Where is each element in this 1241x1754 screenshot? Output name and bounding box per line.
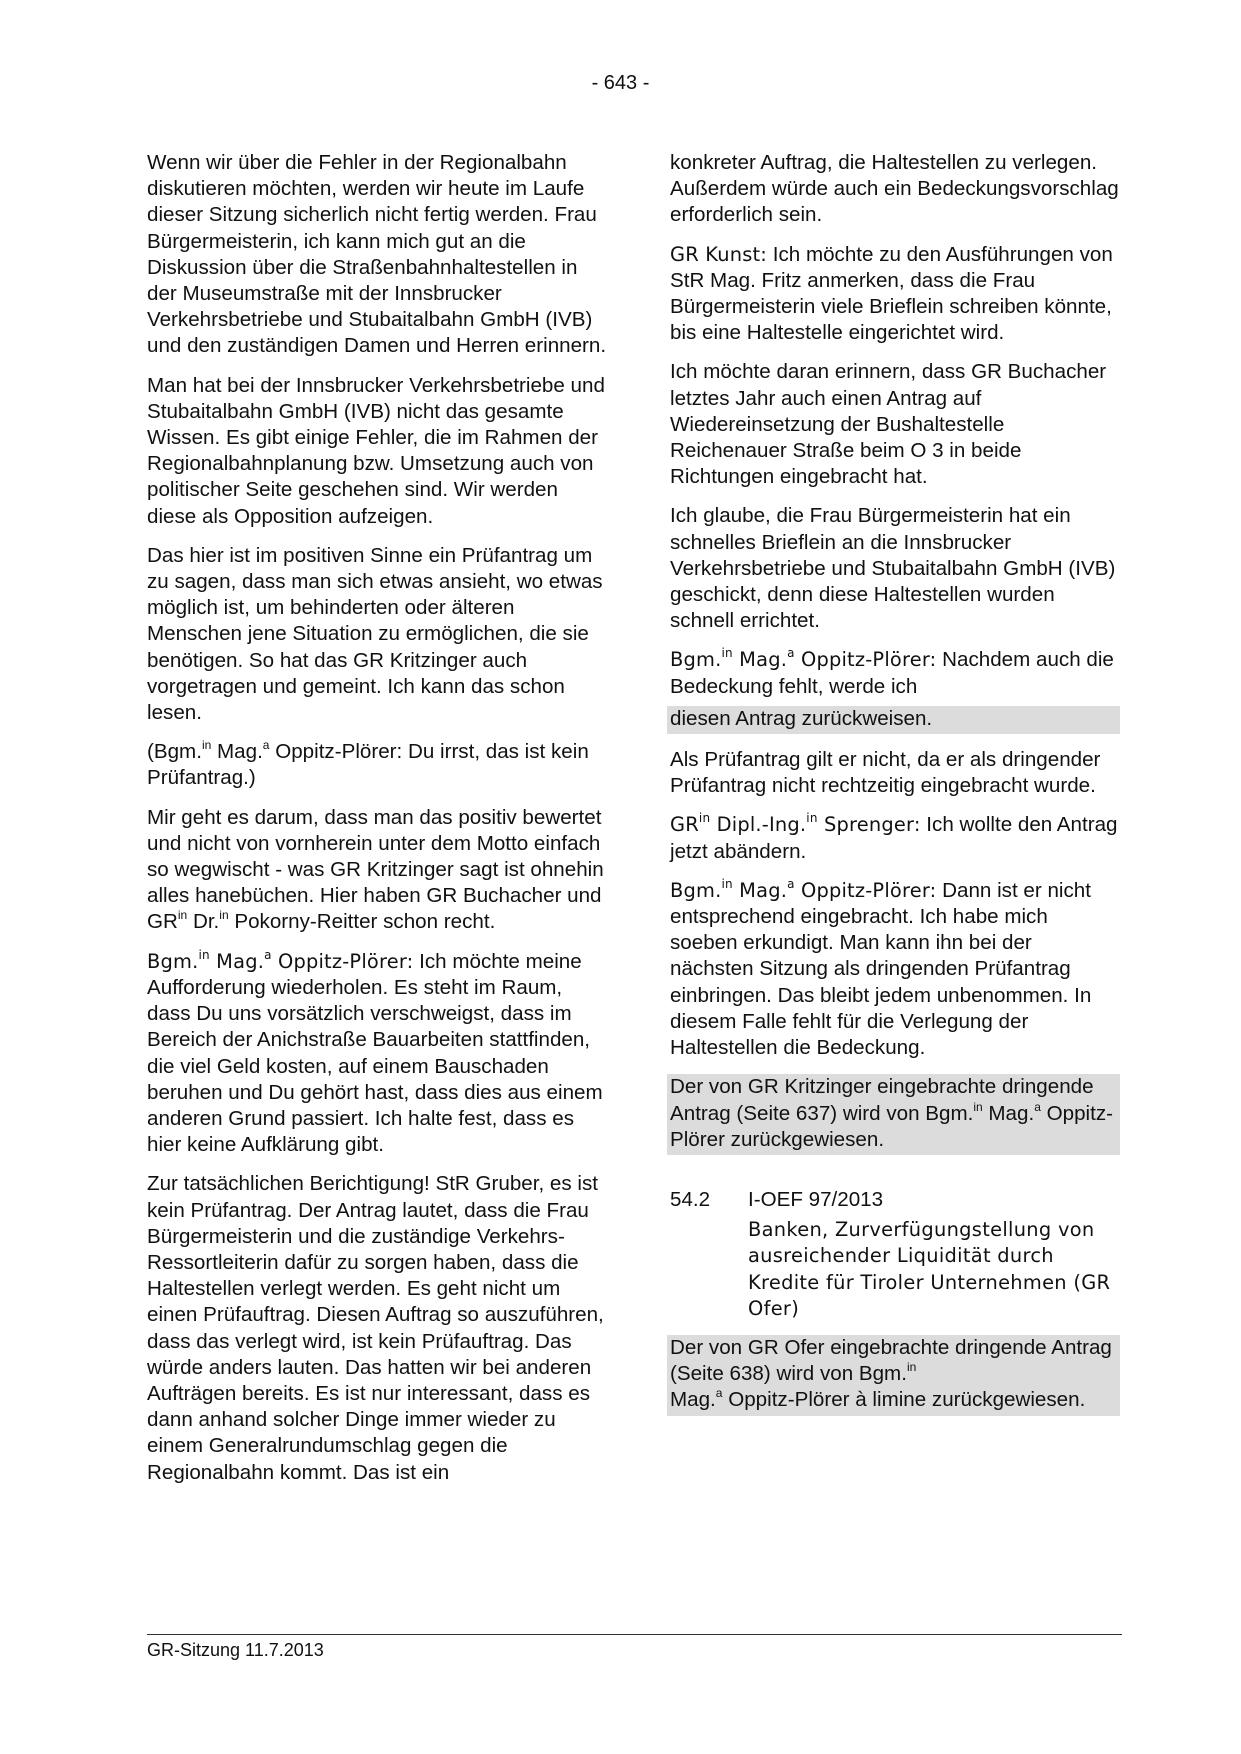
speaker-surname: Oppitz-Plörer: [794, 648, 937, 672]
page-number: - 643 - [591, 72, 650, 94]
left-paragraph-3: Das hier ist im positiven Sinne ein Prüfantrag um zu sagen, dass man sich etwas ansieht, wo etwas möglich ist, um behinderten oder älteren Menschen jene Situation zu ermöglichen, die sie benötigen. So hat das GR Kritzinger auch vorgetragen und gemeint. Ich kann das schon lesen. [147, 543, 603, 725]
superscript-a: a [1034, 1099, 1041, 1114]
footer-session-label: GR-Sitzung 11.7.2013 [147, 1640, 324, 1660]
superscript-a: a [787, 876, 795, 891]
left-paragraph-2: Man hat bei der Innsbrucker Verkehrsbetriebe und Stubaitalbahn GmbH (IVB) nicht das gesamte Wissen. Es gibt einige Fehler, die im Rahmen der Regionalbahnplanung bzw. Umsetzung auch von politischer Seite geschehen sind. Wir werden diese als Opposition aufzeigen. [147, 373, 605, 528]
agenda-item-number: 54.2 [670, 1187, 711, 1211]
superscript-a: a [787, 646, 795, 661]
superscript-in: in [906, 1360, 917, 1375]
decision-tail: Oppitz-Plörer à limine zurückgewiesen. [722, 1388, 1086, 1412]
speaker-title: Bgm. [670, 648, 722, 672]
speech-text: Ich möchte zu den Ausführungen von StR Mag. Fritz anmerken, dass die Frau Bürgermeisterin viele Brieflein schreiben könnte, bis eine Haltestelle eingerichtet wird. [670, 242, 1113, 345]
superscript-in: in [198, 947, 210, 962]
speaker-surname: Oppitz-Plörer: [271, 949, 414, 973]
speech-text: Ich möchte meine Aufforderung wiederholen. Es steht im Raum, dass Du uns vorsätzlich verschweigst, dass im Bereich der Anichstraße Bauarbeiten stattfinden, die viel Geld kosten, auf einem Bauschaden beruhen und Du gehört hast, dass dies aus einem anderen Grund passiert. Ich halte fest, dass es hier keine Aufklärung gibt. [147, 949, 603, 1157]
speaker-name [670, 876, 937, 902]
paragraph-tail: Pokorny-Reitter schon recht. [228, 910, 496, 934]
left-column [147, 150, 607, 1499]
right-paragraph-2 [670, 242, 1120, 347]
speaker-name [670, 648, 936, 671]
speaker-name [147, 947, 414, 973]
left-paragraph-7: Zur tatsächlichen Berichtigung! StR Gruber, es ist kein Prüfantrag. Der Antrag lautet, dass die Frau Bürgermeisterin und die zuständige Verkehrs-Ressortleiterin dafür zu sorgen haben, dass die Haltestellen verlegt werden. Es geht nicht um einen Prüfauftrag. Diesen Auftrag so auszuführen, dass das verlegt wird, ist kein Prüfauftrag. Das würde anders lauten. Das hatten wir bei anderen Aufträgen bereits. Es ist nur interessant, dass es dann anhand solcher Dinge immer wieder zu einem Generalrundumschlag gegen die Regionalbahn kommt. Das ist ein [147, 1172, 604, 1484]
superscript-in: in [177, 908, 188, 923]
right-column [670, 150, 1120, 1429]
left-paragraph-4 [147, 739, 607, 791]
decision-text: Der von GR Ofer eingebrachte dringende Antrag (Seite 638) wird von Bgm. [670, 1335, 1112, 1386]
decision-box-1 [667, 1074, 1120, 1155]
decision-highlight: diesen Antrag zurückweisen. [667, 706, 1120, 734]
superscript-in: in [201, 738, 212, 753]
agenda-item-code: I-OEF 97/2013 [748, 1187, 884, 1211]
speech-text: Nachdem auch die Bedeckung fehlt, werde ich [670, 648, 1114, 698]
right-paragraph-1: konkreter Auftrag, die Haltestellen zu verlegen. Außerdem würde auch ein Bedeckungsvorschlag erforderlich sein. [670, 151, 1119, 227]
superscript-a: a [264, 947, 272, 962]
superscript-in: in [721, 876, 733, 891]
speech-text: Dann ist er nicht entsprechend eingebracht. Ich habe mich soeben erkundigt. Man kann ihn bei der nächsten Sitzung als dringenden Prüfantrag einbringen. Das bleibt jedem unbenommen. In diesem Falle fehlt für die Verlegung der Haltestellen die Bedeckung. [670, 878, 1092, 1060]
decision-box-2 [667, 1335, 1120, 1416]
left-paragraph-6 [147, 949, 607, 1159]
speaker-mag: Mag. [732, 648, 788, 672]
right-paragraph-4: Ich glaube, die Frau Bürgermeisterin hat ein schnelles Brieflein an die Innsbrucker Verkehrsbetriebe und Stubaitalbahn GmbH (IVB) geschickt, denn diese Haltestellen wurden schnell errichtet. [670, 504, 1116, 633]
right-paragraph-6: Als Prüfantrag gilt er nicht, da er als dringender Prüfantrag nicht rechtzeitig eingebracht wurde. [670, 748, 1101, 798]
right-paragraph-7 [670, 812, 1120, 864]
speaker-surname: Oppitz-Plörer: [794, 878, 937, 902]
speaker-dipl: Dipl.-Ing. [710, 813, 807, 837]
speaker-mag: Mag. [732, 878, 788, 902]
footer-divider [147, 1634, 1122, 1635]
right-paragraph-3: Ich möchte daran erinnern, dass GR Buchacher letztes Jahr auch einen Antrag auf Wiedereinsetzung der Bushaltestelle Reichenauer Straße beim O 3 in beide Richtungen eingebracht hat. [670, 360, 1107, 489]
interjection-text: Oppitz-Plörer: Du irrst, das ist kein Prüfantrag.) [147, 740, 589, 790]
speaker-title: GR [670, 813, 699, 837]
superscript-in: in [973, 1099, 983, 1114]
decision-tail: Oppitz-Plörer zurückgewiesen. [670, 1101, 1113, 1151]
superscript-a: a [262, 738, 270, 753]
agenda-item-subject: Banken, Zurverfügungstellung von ausreichender Liquidität durch Kredite für Tiroler Unternehmen (GR Ofer) [748, 1218, 1111, 1320]
speaker-name: GR Kunst: [670, 242, 768, 266]
superscript-in: in [219, 908, 229, 923]
right-paragraph-5 [670, 647, 1120, 699]
left-paragraph-1: Wenn wir über die Fehler in der Regionalbahn diskutieren möchten, werden wir heute im Laufe dieser Sitzung sicherlich nicht fertig werden. Frau Bürgermeisterin, ich kann mich gut an die Diskussion über die Straßenbahnhaltestellen in der Museumstraße mit der Innsbrucker Verkehrsbetriebe und Stubaitalbahn GmbH (IVB) und den zuständigen Damen und Herren erinnern. [147, 151, 607, 358]
superscript-in: in [698, 811, 711, 826]
speaker-surname: Sprenger: [817, 813, 921, 837]
speaker-mag: Mag. [209, 949, 265, 973]
left-paragraph-5 [147, 805, 607, 936]
right-paragraph-8 [670, 878, 1120, 1061]
paragraph-text: Mir geht es darum, dass man das positiv bewertet und nicht von vornherein unter dem Motto einfach so wegwischt - was GR Kritzinger sagt ist ohnehin alles hanebüchen. Hier haben GR Buchacher und GR [147, 805, 604, 934]
agenda-item-heading [670, 1187, 1120, 1213]
superscript-in: in [721, 646, 733, 661]
title-mag: Mag. [670, 1388, 716, 1412]
speaker-name [670, 813, 921, 836]
speaker-title: Bgm. [670, 878, 722, 902]
speech-text: Ich wollte den Antrag jetzt abändern. [670, 813, 1118, 863]
superscript-in: in [806, 811, 818, 826]
title-mag: Mag. [211, 740, 263, 764]
title-mag: Mag. [982, 1101, 1035, 1125]
interjection-open: (Bgm. [147, 740, 202, 764]
decision-text: Der von GR Kritzinger eingebrachte dringende Antrag (Seite 637) wird von Bgm. [670, 1075, 1094, 1125]
speaker-title: Bgm. [147, 949, 199, 973]
title-dr: Dr. [187, 910, 220, 934]
superscript-a: a [715, 1386, 723, 1401]
